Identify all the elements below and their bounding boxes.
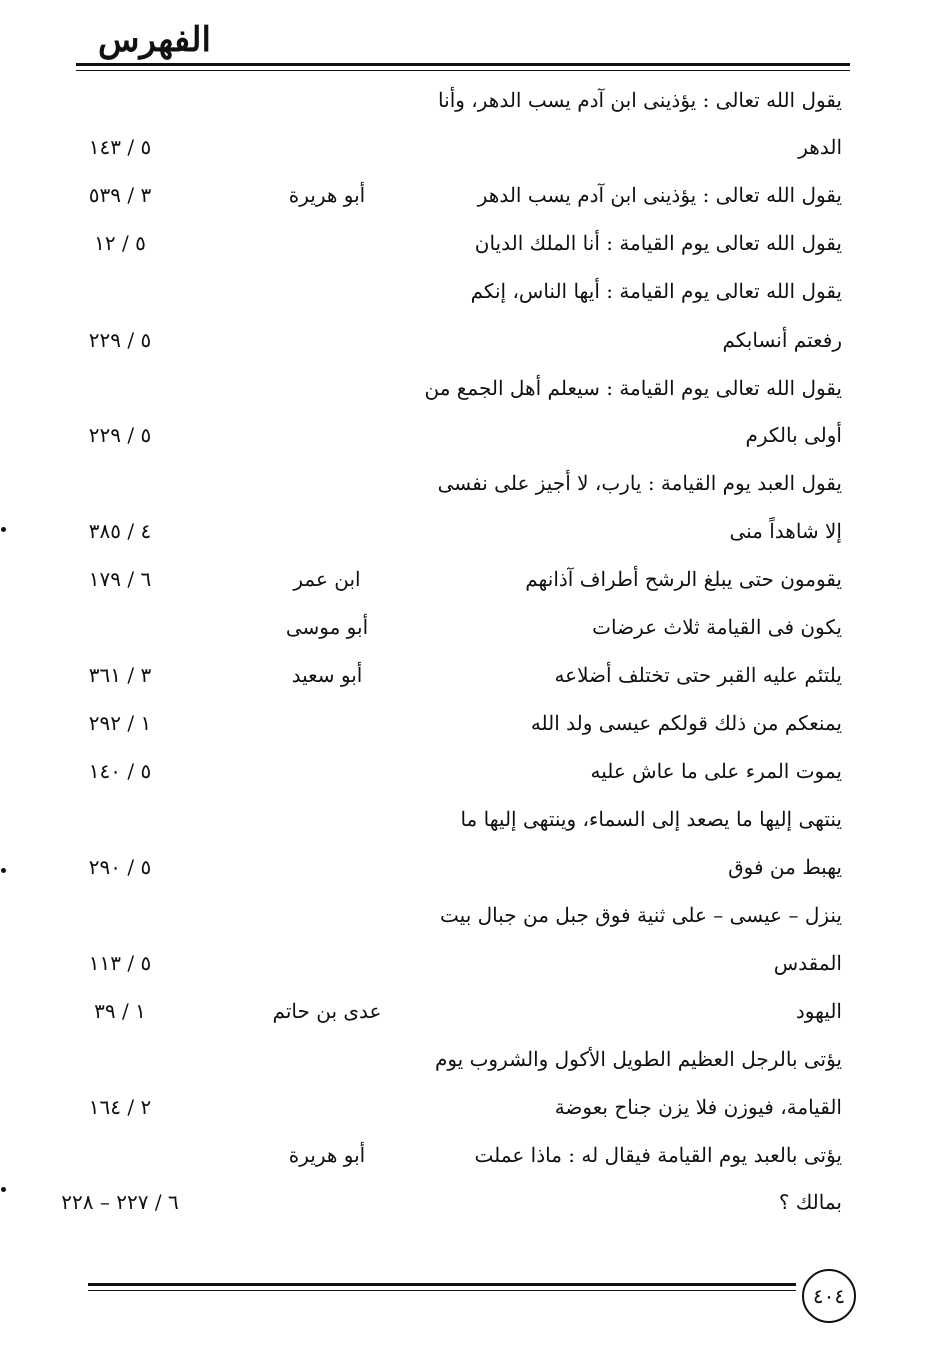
entry-reference: ٥ / ١٤٠ <box>88 759 152 783</box>
entry-text: يهبط من فوق <box>728 855 842 879</box>
entry-reference: ٥ / ١٢ <box>94 231 146 255</box>
index-entry <box>0 799 926 839</box>
entry-reference: ٣ / ٣٦١ <box>88 663 152 687</box>
entry-text: أولى بالكرم <box>745 423 842 447</box>
entry-text: يقول الله تعالى يوم القيامة : أنا الملك الديان <box>474 231 842 255</box>
entry-text: يمنعكم من ذلك قولكم عيسى ولد الله <box>530 711 842 735</box>
index-entry <box>0 1039 926 1079</box>
entry-text: يقول الله تعالى يوم القيامة : أيها الناس، إنكم <box>470 279 842 303</box>
footer-rule-thin <box>88 1290 796 1291</box>
entry-text: رفعتم أنسابكم <box>722 328 842 352</box>
entry-text: يقول الله تعالى : يؤذينى ابن آدم يسب الدهر <box>477 183 842 207</box>
entry-narrator: أبو هريرة <box>288 1143 366 1167</box>
entry-reference: ٣ / ٥٣٩ <box>88 183 152 207</box>
footer-rule-thick <box>88 1283 796 1286</box>
entry-narrator: أبو موسى <box>285 615 369 639</box>
index-entry <box>0 655 926 695</box>
margin-dot <box>1 1187 6 1192</box>
index-entry <box>0 991 926 1031</box>
entry-text: يؤتى بالرجل العظيم الطويل الأكول والشروب يوم <box>434 1047 842 1071</box>
entry-text: يقول العبد يوم القيامة : يارب، لا أجيز على نفسى <box>437 471 842 495</box>
entry-text: الدهر <box>798 135 842 159</box>
index-entry <box>0 223 926 263</box>
entry-text: بمالك ؟ <box>778 1190 842 1214</box>
entry-text: المقدس <box>773 951 842 975</box>
entry-text: ينزل – عيسى – على ثنية فوق جبل من جبال بيت <box>440 903 842 927</box>
entry-narrator: أبو هريرة <box>288 183 366 207</box>
entry-reference: ٥ / ٢٢٩ <box>88 328 152 352</box>
entry-text: اليهود <box>795 999 842 1023</box>
entry-reference: ١ / ٣٩ <box>94 999 146 1023</box>
index-entry <box>0 463 926 503</box>
page-title: الفهرس <box>98 20 211 60</box>
index-entry <box>0 415 926 455</box>
entry-text: يقول الله تعالى : يؤذينى ابن آدم يسب الدهر، وأنا <box>438 88 842 112</box>
entry-text: يؤتى بالعبد يوم القيامة فيقال له : ماذا عملت <box>474 1143 842 1167</box>
entry-text: يكون فى القيامة ثلاث عرضات <box>592 615 842 639</box>
margin-dot <box>1 527 6 532</box>
index-entry <box>0 703 926 743</box>
entry-reference: ١ / ٢٩٢ <box>88 711 152 735</box>
entry-reference: ٥ / ١٤٣ <box>88 135 152 159</box>
entry-reference: ٥ / ٢٢٩ <box>88 423 152 447</box>
entry-reference: ٥ / ٢٩٠ <box>88 855 152 879</box>
index-entry <box>0 320 926 360</box>
entry-reference: ٢ / ١٦٤ <box>88 1095 152 1119</box>
entry-reference: ٦ / ٢٢٧ – ٢٢٨ <box>61 1190 179 1214</box>
index-entry <box>0 751 926 791</box>
index-entry <box>0 559 926 599</box>
entry-text: يلتئم عليه القبر حتى تختلف أضلاعه <box>554 663 842 687</box>
index-entry <box>0 80 926 120</box>
entry-text: ينتهى إليها ما يصعد إلى السماء، وينتهى إليها ما <box>460 807 842 831</box>
page-number-badge: ٤٠٤ <box>802 1269 856 1323</box>
entry-reference: ٤ / ٣٨٥ <box>88 519 152 543</box>
entry-narrator: ابن عمر <box>293 567 361 591</box>
index-entry <box>0 943 926 983</box>
index-entry <box>0 271 926 311</box>
index-entry <box>0 1135 926 1175</box>
index-entry <box>0 127 926 167</box>
index-entry <box>0 607 926 647</box>
entry-narrator: أبو سعيد <box>291 663 363 687</box>
index-entry <box>0 895 926 935</box>
index-entry <box>0 368 926 408</box>
index-entry <box>0 1087 926 1127</box>
entry-text: يقول الله تعالى يوم القيامة : سيعلم أهل الجمع من <box>424 376 842 400</box>
index-entry <box>0 847 926 887</box>
margin-dot <box>1 868 6 873</box>
entry-text: يموت المرء على ما عاش عليه <box>590 759 842 783</box>
entry-reference: ٦ / ١٧٩ <box>88 567 152 591</box>
entry-text: إلا شاهداً منى <box>729 519 842 543</box>
index-entry <box>0 1182 926 1222</box>
entry-text: يقومون حتى يبلغ الرشح أطراف آذانهم <box>525 567 842 591</box>
entry-narrator: عدى بن حاتم <box>272 999 382 1023</box>
index-entry <box>0 175 926 215</box>
entry-text: القيامة، فيوزن فلا يزن جناح بعوضة <box>554 1095 842 1119</box>
index-entry <box>0 511 926 551</box>
entry-reference: ٥ / ١١٣ <box>88 951 152 975</box>
